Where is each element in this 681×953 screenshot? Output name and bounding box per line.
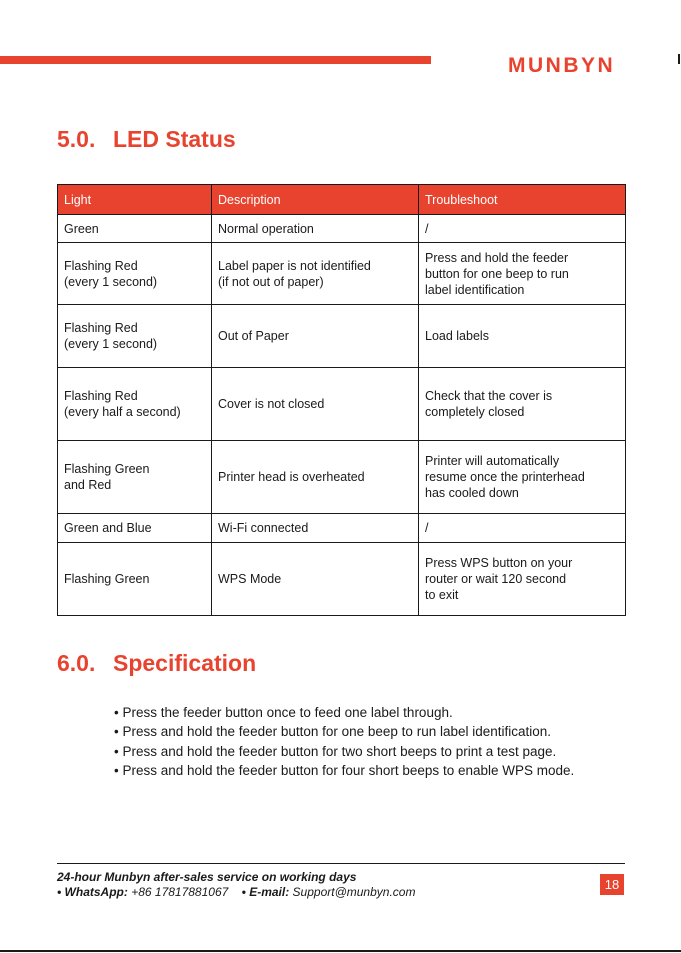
cell-text-line: resume once the printerhead	[425, 470, 585, 484]
table-header-row	[58, 185, 626, 215]
table-row	[58, 514, 626, 543]
cell-text-line: Cover is not closed	[218, 397, 325, 411]
cell-light	[58, 514, 212, 543]
brand-logo: MUNBYN	[508, 54, 616, 77]
cell-text-line: (every 1 second)	[64, 337, 158, 351]
section-title-led-status	[57, 126, 236, 153]
cell-troubleshoot	[419, 305, 626, 368]
cell-text-line: Load labels	[425, 329, 489, 343]
cell-light	[58, 215, 212, 243]
cell-troubleshoot	[419, 368, 626, 441]
cell-text-line: Green	[64, 221, 99, 236]
email-label: • E-mail:	[241, 885, 290, 899]
cell-text-line: Out of Paper	[218, 329, 289, 343]
cell-troubleshoot	[419, 243, 626, 305]
footer-contact-line	[57, 885, 415, 899]
column-header-description: Description	[212, 185, 419, 215]
cell-text-line: Flashing Red	[64, 258, 138, 273]
table-row	[58, 441, 626, 514]
cell-description	[212, 543, 419, 616]
cell-text-line: Check that the cover is	[425, 389, 553, 403]
page-bottom-rule	[0, 950, 681, 952]
cell-text-line: /	[425, 521, 429, 535]
cell-text-line: Label paper is not identified	[218, 258, 371, 273]
cell-text-line: Printer will automatically	[425, 454, 560, 468]
page-edge-mark	[678, 54, 680, 64]
cell-light	[58, 543, 212, 616]
cell-description	[212, 305, 419, 368]
cell-text-line: Printer head is overheated	[218, 470, 365, 484]
cell-text-line: to exit	[425, 588, 459, 602]
cell-troubleshoot	[419, 441, 626, 514]
cell-text-line: Wi-Fi connected	[218, 521, 309, 535]
cell-text-line: has cooled down	[425, 486, 519, 500]
column-header-troubleshoot: Troubleshoot	[419, 185, 626, 215]
footer-divider	[57, 863, 625, 864]
cell-text-line: label identification	[425, 282, 525, 297]
cell-text-line: WPS Mode	[218, 572, 282, 586]
section-label: Specification	[113, 650, 257, 676]
specification-list	[114, 703, 639, 780]
cell-text-line: Flashing Red	[64, 321, 138, 335]
cell-light	[58, 441, 212, 514]
table-row	[58, 543, 626, 616]
cell-text-line: Press and hold the feeder	[425, 250, 569, 265]
section-number: 6.0.	[57, 650, 96, 676]
cell-text-line: and Red	[64, 478, 112, 492]
table-row	[58, 368, 626, 441]
cell-text-line: (every 1 second)	[64, 274, 158, 289]
cell-troubleshoot	[419, 514, 626, 543]
cell-text-line: Normal operation	[218, 221, 314, 236]
cell-light	[58, 368, 212, 441]
cell-troubleshoot	[419, 215, 626, 243]
cell-text-line: Green and Blue	[64, 521, 152, 535]
page-number-badge: 18	[600, 874, 624, 895]
cell-text-line: Flashing Green	[64, 462, 150, 476]
list-item: • Press the feeder button once to feed one label through.	[114, 703, 639, 722]
cell-description	[212, 368, 419, 441]
cell-text-line: Flashing Red	[64, 389, 138, 403]
section-title-specification	[57, 650, 256, 677]
cell-description	[212, 215, 419, 243]
led-status-table	[57, 184, 626, 616]
section-number: 5.0.	[57, 126, 96, 152]
cell-text-line: (if not out of paper)	[218, 274, 324, 289]
section-label: LED Status	[113, 126, 236, 152]
cell-description	[212, 243, 419, 305]
cell-light	[58, 243, 212, 305]
cell-text-line: Press WPS button on your	[425, 556, 573, 570]
cell-troubleshoot	[419, 543, 626, 616]
list-item: • Press and hold the feeder button for four short beeps to enable WPS mode.	[114, 761, 639, 780]
cell-text-line: completely closed	[425, 405, 525, 419]
cell-text-line: /	[425, 221, 429, 236]
email-address: Support@munbyn.com	[292, 885, 416, 899]
cell-text-line: button for one beep to run	[425, 266, 569, 281]
cell-description	[212, 514, 419, 543]
list-item: • Press and hold the feeder button for two short beeps to print a test page.	[114, 742, 639, 761]
cell-description	[212, 441, 419, 514]
cell-text-line: router or wait 120 second	[425, 572, 567, 586]
table-body	[58, 215, 626, 616]
cell-text-line: (every half a second)	[64, 405, 181, 419]
cell-text-line: Flashing Green	[64, 572, 150, 586]
footer-service-line: 24-hour Munbyn after-sales service on working days	[57, 870, 357, 884]
list-item: • Press and hold the feeder button for one beep to run label identification.	[114, 722, 639, 741]
table-row	[58, 305, 626, 368]
whatsapp-number: +86 17817881067	[131, 885, 229, 899]
table-row	[58, 243, 626, 305]
table-row	[58, 215, 626, 243]
header-accent-bar	[0, 56, 431, 64]
column-header-light: Light	[58, 185, 212, 215]
cell-light	[58, 305, 212, 368]
whatsapp-label: • WhatsApp:	[57, 885, 128, 899]
